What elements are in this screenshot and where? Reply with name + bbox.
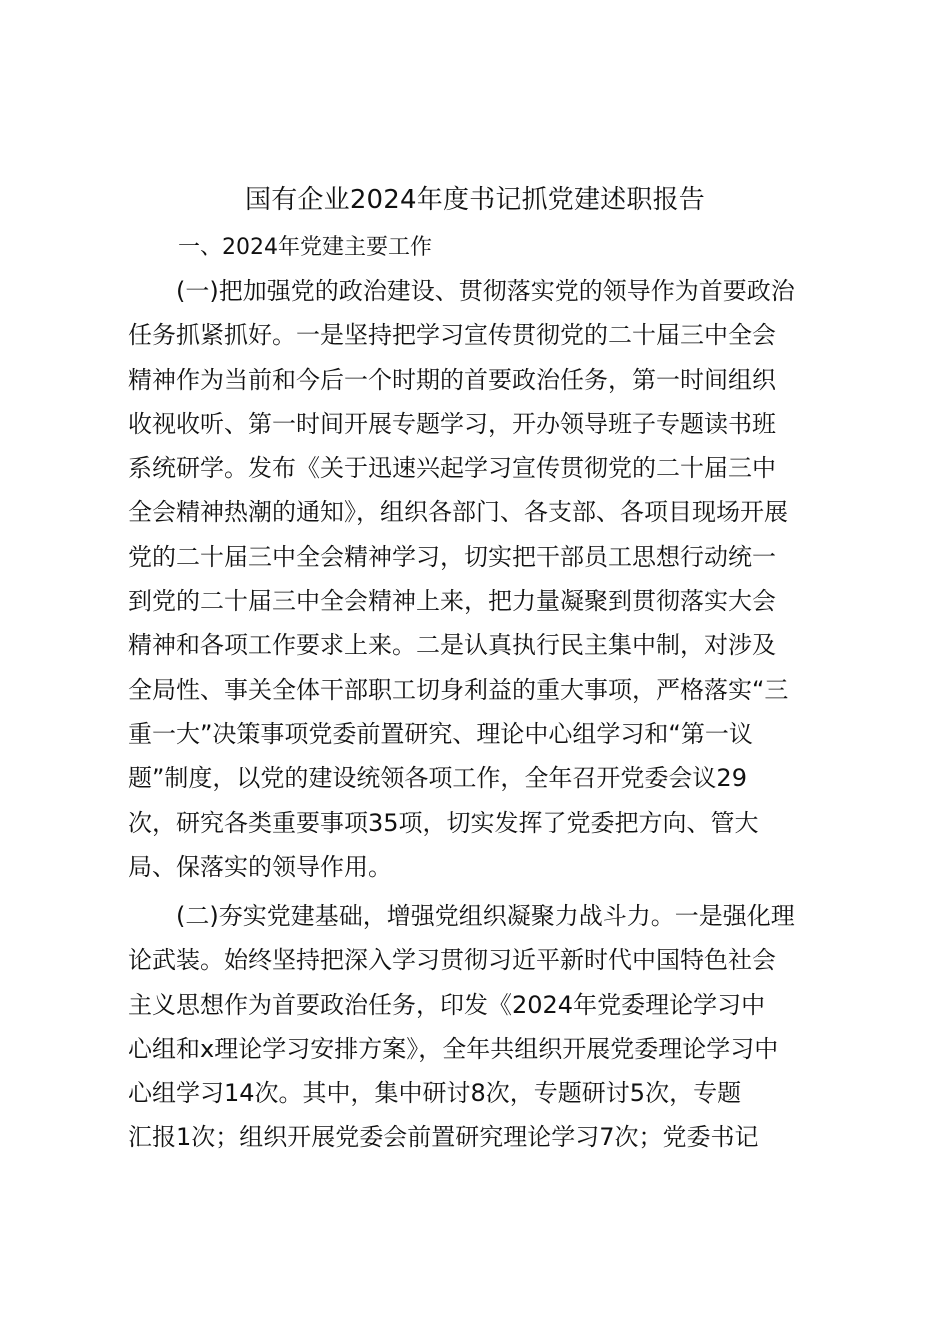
- paragraph-line: 系统研学。发布《关于迅速兴起学习宣传贯彻党的二十届三中: [128, 454, 776, 483]
- paragraph-line: 收视收听、第一时间开展专题学习，开办领导班子专题读书班: [128, 409, 776, 438]
- paragraph-2: [128, 894, 828, 1160]
- paragraph-line: 精神作为当前和今后一个时期的首要政治任务，第一时间组织: [128, 365, 776, 394]
- paragraph-line: 论武装。始终坚持把深入学习贯彻习近平新时代中国特色社会: [128, 946, 776, 975]
- paragraph-line: 主义思想作为首要政治任务，印发《2024年党委理论学习中: [128, 990, 766, 1019]
- section-heading: 一、2024年党建主要工作: [178, 235, 432, 260]
- paragraph-line: 局、保落实的领导作用。: [128, 852, 392, 881]
- document-title: 国有企业2024年度书记抓党建述职报告: [245, 185, 705, 215]
- paragraph-line: 重一大”决策事项党委前置研究、理论中心组学习和“第一议: [128, 719, 753, 748]
- paragraph-1: [128, 269, 828, 889]
- paragraph-line: 全局性、事关全体干部职工切身利益的重大事项，严格落实“三: [128, 675, 789, 704]
- paragraph-line: 任务抓紧抓好。一是坚持把学习宣传贯彻党的二十届三中全会: [128, 321, 776, 350]
- paragraph-line: 汇报1次；组织开展党委会前置研究理论学习7次；党委书记: [128, 1123, 759, 1152]
- paragraph-line: 心组和x理论学习安排方案》，全年共组织开展党委理论学习中: [128, 1034, 779, 1063]
- paragraph-line: 次，研究各类重要事项35项，切实发挥了党委把方向、管大: [128, 808, 759, 837]
- paragraph-line: 全会精神热潮的通知》，组织各部门、各支部、各项目现场开展: [128, 498, 788, 527]
- paragraph-line: (一)把加强党的政治建设、贯彻落实党的领导作为首要政治: [176, 277, 795, 305]
- paragraph-line: 到党的二十届三中全会精神上来，把力量凝聚到贯彻落实大会: [128, 587, 776, 616]
- paragraph-line: 心组学习14次。其中，集中研讨8次，专题研讨5次，专题: [128, 1079, 742, 1108]
- paragraph-line: 题”制度，以党的建设统领各项工作，全年召开党委会议29: [128, 764, 747, 793]
- paragraph-line: 党的二十届三中全会精神学习，切实把干部员工思想行动统一: [128, 542, 776, 571]
- paragraph-line: (二)夯实党建基础，增强党组织凝聚力战斗力。一是强化理: [176, 902, 795, 930]
- paragraph-line: 精神和各项工作要求上来。二是认真执行民主集中制，对涉及: [128, 631, 776, 660]
